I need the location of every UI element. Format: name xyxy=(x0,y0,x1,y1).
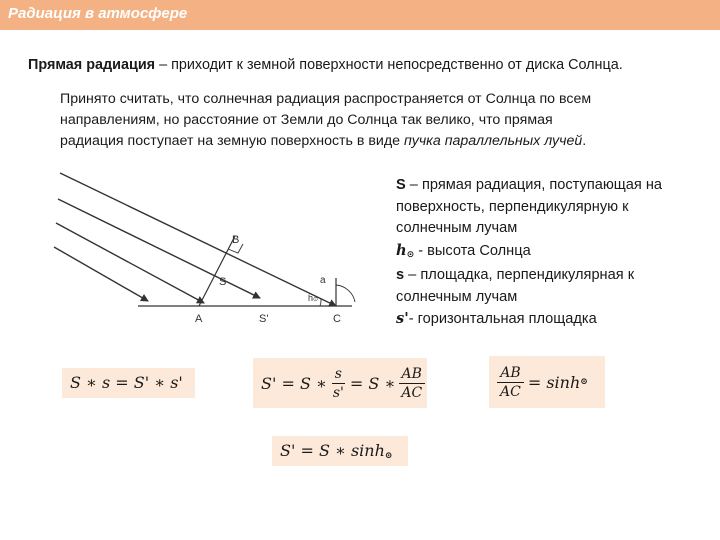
angle-h-arc xyxy=(320,299,321,306)
label-a: A xyxy=(195,313,203,325)
angle-a-arc xyxy=(336,285,355,302)
label-angle-a: a xyxy=(320,275,326,286)
label-angle-h-sun: ⊙ xyxy=(313,297,319,303)
legend-s-prime-row xyxy=(396,308,662,331)
paragraph-emphasis: пучка параллельных лучей xyxy=(403,133,583,149)
legend xyxy=(396,175,662,331)
formula-3-frac-den: AC xyxy=(500,383,521,400)
explanation-paragraph xyxy=(60,89,700,152)
legend-s-row-1 xyxy=(396,175,662,197)
formula-4-sun-icon: ⊙ xyxy=(384,451,393,461)
legend-s-prime-symbol: s' xyxy=(396,310,409,327)
formula-2-fraction-2 xyxy=(398,365,425,402)
legend-s-small-symbol: s xyxy=(396,267,405,283)
paragraph-line-3-start: радиация поступает на земную поверхность в виде xyxy=(60,133,404,149)
legend-s-symbol: S xyxy=(396,177,406,193)
formula-3 xyxy=(489,356,605,408)
legend-h-row xyxy=(396,240,662,266)
radiation-diagram xyxy=(50,165,360,330)
legend-s-small-text-1: – площадка, перпендикулярная к xyxy=(404,267,635,283)
formula-2-left: S' = S ∗ xyxy=(261,373,327,393)
formula-2-fraction-1 xyxy=(330,365,347,402)
sun-ray-1 xyxy=(60,173,336,306)
formula-2-frac2-num: AB xyxy=(399,365,425,384)
legend-h-sun-icon: ⊙ xyxy=(406,248,415,259)
legend-s-small-row-2: солнечным лучам xyxy=(396,288,518,305)
sun-ray-4 xyxy=(54,247,148,301)
formula-1 xyxy=(62,368,195,398)
formula-3-frac-num: AB xyxy=(497,364,523,383)
formula-2-frac1-den: s' xyxy=(332,384,344,401)
label-s: S xyxy=(219,276,227,288)
definition xyxy=(28,57,623,73)
formula-4 xyxy=(272,436,408,466)
sun-ray-2 xyxy=(58,199,260,298)
paragraph-line-3-end: . xyxy=(582,133,587,149)
label-angle-h-letter: h xyxy=(308,293,314,303)
legend-h-symbol: h xyxy=(396,241,407,259)
formula-2-mid: = S ∗ xyxy=(349,373,396,393)
formula-3-right: = sinh xyxy=(527,372,581,392)
formula-1-text: S ∗ s = S' ∗ s' xyxy=(70,373,183,392)
legend-h-text: - высота Солнца xyxy=(414,242,531,259)
title-bar xyxy=(0,0,720,30)
paragraph-line-1: Принято считать, что солнечная радиация распространяется от Солнца по всем xyxy=(60,91,592,107)
formula-4-text: S' = S ∗ sinh xyxy=(280,441,385,460)
legend-s-small-row-1 xyxy=(396,265,662,287)
paragraph-line-2: направлениям, но расстояние от Земли до Солнца так велико, что прямая xyxy=(60,112,553,128)
legend-s-text-1: – прямая радиация, поступающая на xyxy=(405,177,663,193)
definition-text: – приходит к земной поверхности непосредственно от диска Солнца. xyxy=(155,57,623,73)
formula-3-fraction xyxy=(497,364,524,401)
legend-s-row-3: солнечным лучам xyxy=(396,220,518,236)
label-c: C xyxy=(333,313,341,325)
definition-term: Прямая радиация xyxy=(28,57,156,73)
paragraph-line-3 xyxy=(60,131,700,152)
formula-2 xyxy=(253,358,427,408)
legend-s-prime-text: - горизонтальная площадка xyxy=(408,311,597,327)
formula-2-frac1-num: s xyxy=(332,365,345,384)
formula-3-sun-icon: ⊙ xyxy=(580,377,588,387)
legend-s-row-2: поверхность, перпендикулярную к xyxy=(396,198,629,215)
label-s-prime: S' xyxy=(259,313,269,325)
slide-title: Радиация в атмосфере xyxy=(8,5,188,22)
label-b: B xyxy=(232,234,240,246)
formula-2-frac2-den: AC xyxy=(401,384,423,401)
